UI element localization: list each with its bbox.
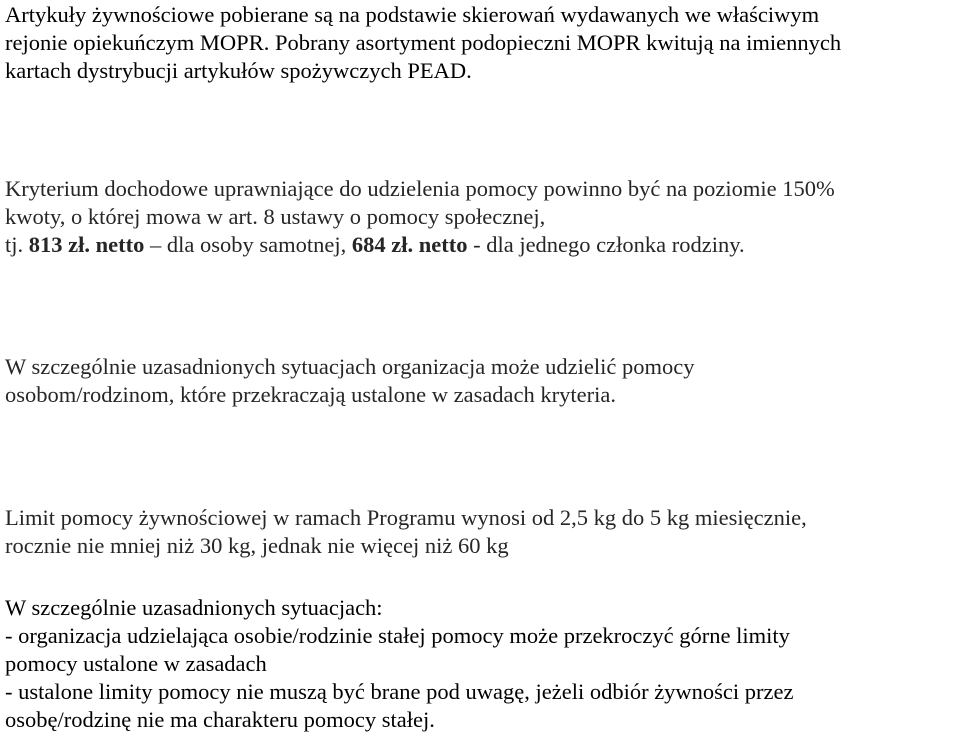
text-fragment: tj. [5, 232, 29, 257]
text-line: W szczególnie uzasadnionych sytuacjach organizacja może udzielić pomocy [5, 354, 695, 379]
text-line: - ustalone limity pomocy nie muszą być brane pod uwagę, jeżeli odbiór żywności przez [5, 679, 794, 704]
exceptions-paragraph [5, 353, 952, 409]
text-line [5, 231, 952, 259]
text-line: osobom/rodzinom, które przekraczają ustalone w zasadach kryteria. [5, 382, 616, 407]
distribution-paragraph [5, 1, 952, 85]
special-cases-paragraph [5, 594, 952, 734]
text-line: W szczególnie uzasadnionych sytuacjach: [5, 595, 383, 620]
text-fragment: - dla jednego członka rodziny. [467, 232, 745, 257]
text-line: kartach dystrybucji artykułów spożywczych PEAD. [5, 58, 472, 83]
text-line: osobę/rodzinę nie ma charakteru pomocy stałej. [5, 707, 435, 732]
text-line: pomocy ustalone w zasadach [5, 651, 267, 676]
text-line: Limit pomocy żywnościowej w ramach Programu wynosi od 2,5 kg do 5 kg miesięcznie, [5, 505, 807, 530]
food-limit-paragraph [5, 504, 952, 560]
text-line: rocznie nie mniej niż 30 kg, jednak nie więcej niż 60 kg [5, 533, 509, 558]
text-line: Artykuły żywnościowe pobierane są na podstawie skierowań wydawanych we właściwym [5, 2, 820, 27]
amount-family-member: 684 zł. netto [351, 232, 468, 257]
income-criterion-paragraph [5, 175, 952, 259]
text-line: - organizacja udzielająca osobie/rodzinie stałej pomocy może przekroczyć górne limity [5, 623, 790, 648]
text-line: rejonie opiekuńczym MOPR. Pobrany asortyment podopieczni MOPR kwitują na imiennych [5, 30, 842, 55]
text-fragment: – dla osoby samotnej, [144, 232, 352, 257]
text-line: kwoty, o której mowa w art. 8 ustawy o pomocy społecznej, [5, 204, 546, 229]
text-line: Kryterium dochodowe uprawniające do udzielenia pomocy powinno być na poziomie 150% [5, 176, 835, 201]
amount-single-person: 813 zł. netto [28, 232, 145, 257]
